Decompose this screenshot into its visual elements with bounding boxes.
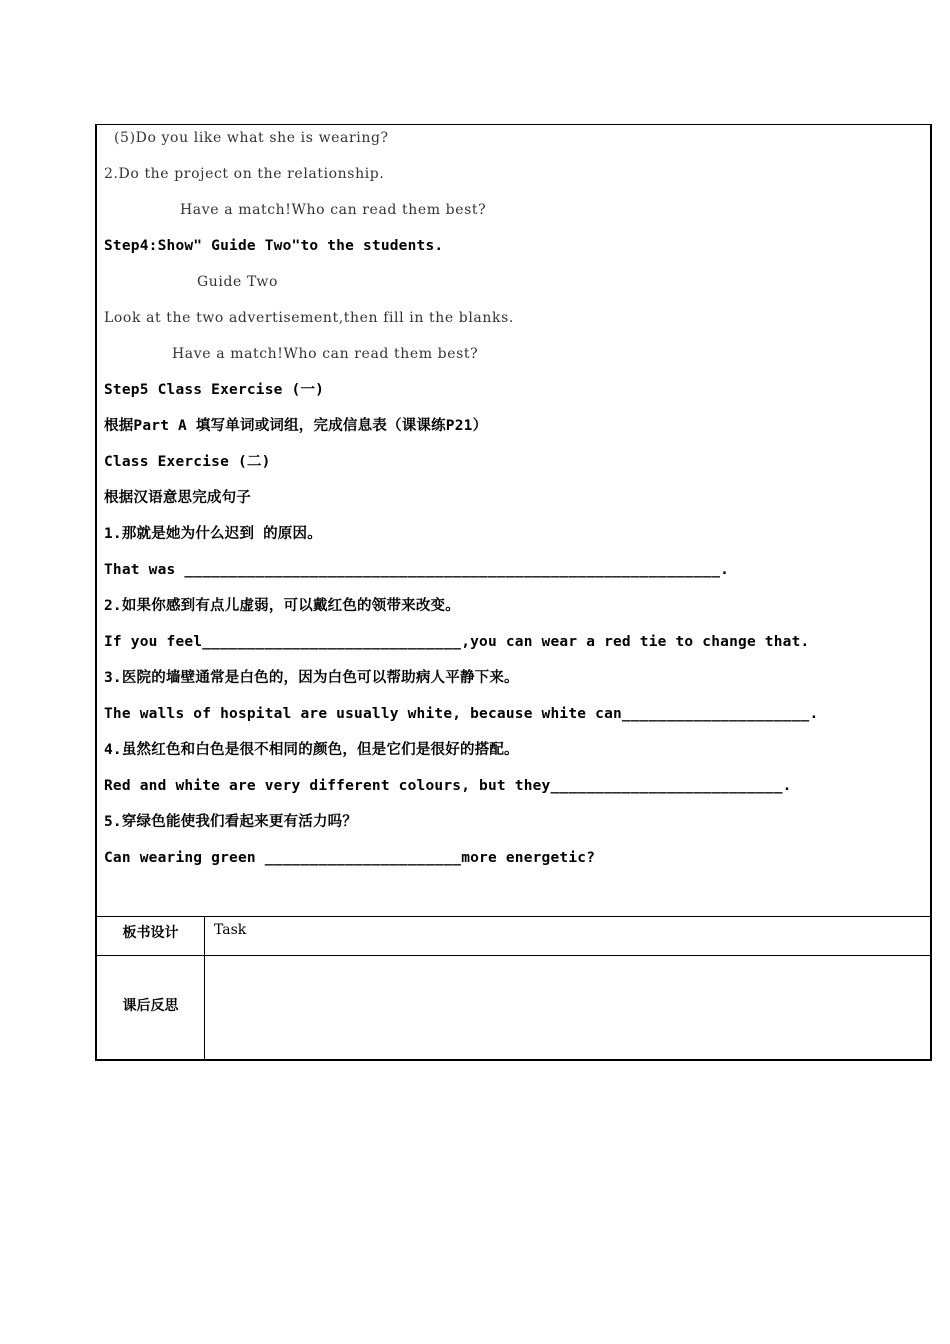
sentence-2-chinese: 2.如果你感到有点儿虚弱，可以戴红色的领带来改变。 [104, 598, 460, 614]
question-5: (5)Do you like what she is wearing? [114, 130, 389, 146]
step5-heading: Step5 Class Exercise (一) [104, 382, 325, 398]
lesson-table-frame [95, 124, 932, 1061]
guide-two-title: Guide Two [197, 274, 279, 290]
match-prompt-2: Have a match!Who can read them best? [172, 346, 479, 362]
sentence-4-chinese: 4.虽然红色和白色是很不相同的颜色，但是它们是很好的搭配。 [104, 742, 519, 758]
sentence-3-english: The walls of hospital are usually white, because white can_____________________. [104, 706, 819, 722]
exercise-two-instruction: 根据汉语意思完成句子 [104, 490, 251, 506]
board-design-value: Task [214, 922, 247, 938]
match-prompt-1: Have a match!Who can read them best? [180, 202, 487, 218]
advertisement-instruction: Look at the two advertisement,then fill in the blanks. [104, 310, 514, 326]
table-divider-top [95, 916, 932, 917]
table-column-divider [204, 916, 205, 1061]
sentence-5-chinese: 5.穿绿色能使我们看起来更有活力吗？ [104, 814, 358, 830]
step4-heading: Step4:Show" Guide Two"to the students. [104, 238, 444, 254]
exercise-one-instruction: 根据Part A 填写单词或词组，完成信息表（课课练P21） [104, 418, 488, 434]
table-divider-middle [95, 955, 932, 956]
exercise-two-heading: Class Exercise (二) [104, 454, 271, 470]
sentence-4-english: Red and white are very different colours, but they__________________________. [104, 778, 792, 794]
step-project: 2.Do the project on the relationship. [104, 166, 385, 182]
reflection-label: 课后反思 [122, 998, 179, 1014]
sentence-5-english: Can wearing green ______________________more energetic? [104, 850, 596, 866]
board-design-label: 板书设计 [122, 925, 179, 941]
sentence-1-chinese: 1.那就是她为什么迟到 的原因。 [104, 526, 322, 542]
sentence-3-chinese: 3.医院的墙壁通常是白色的，因为白色可以帮助病人平静下来。 [104, 670, 519, 686]
sentence-1-english: That was ____________________________________________________________. [104, 562, 730, 578]
sentence-2-english: If you feel_____________________________,you can wear a red tie to change that. [104, 634, 810, 650]
